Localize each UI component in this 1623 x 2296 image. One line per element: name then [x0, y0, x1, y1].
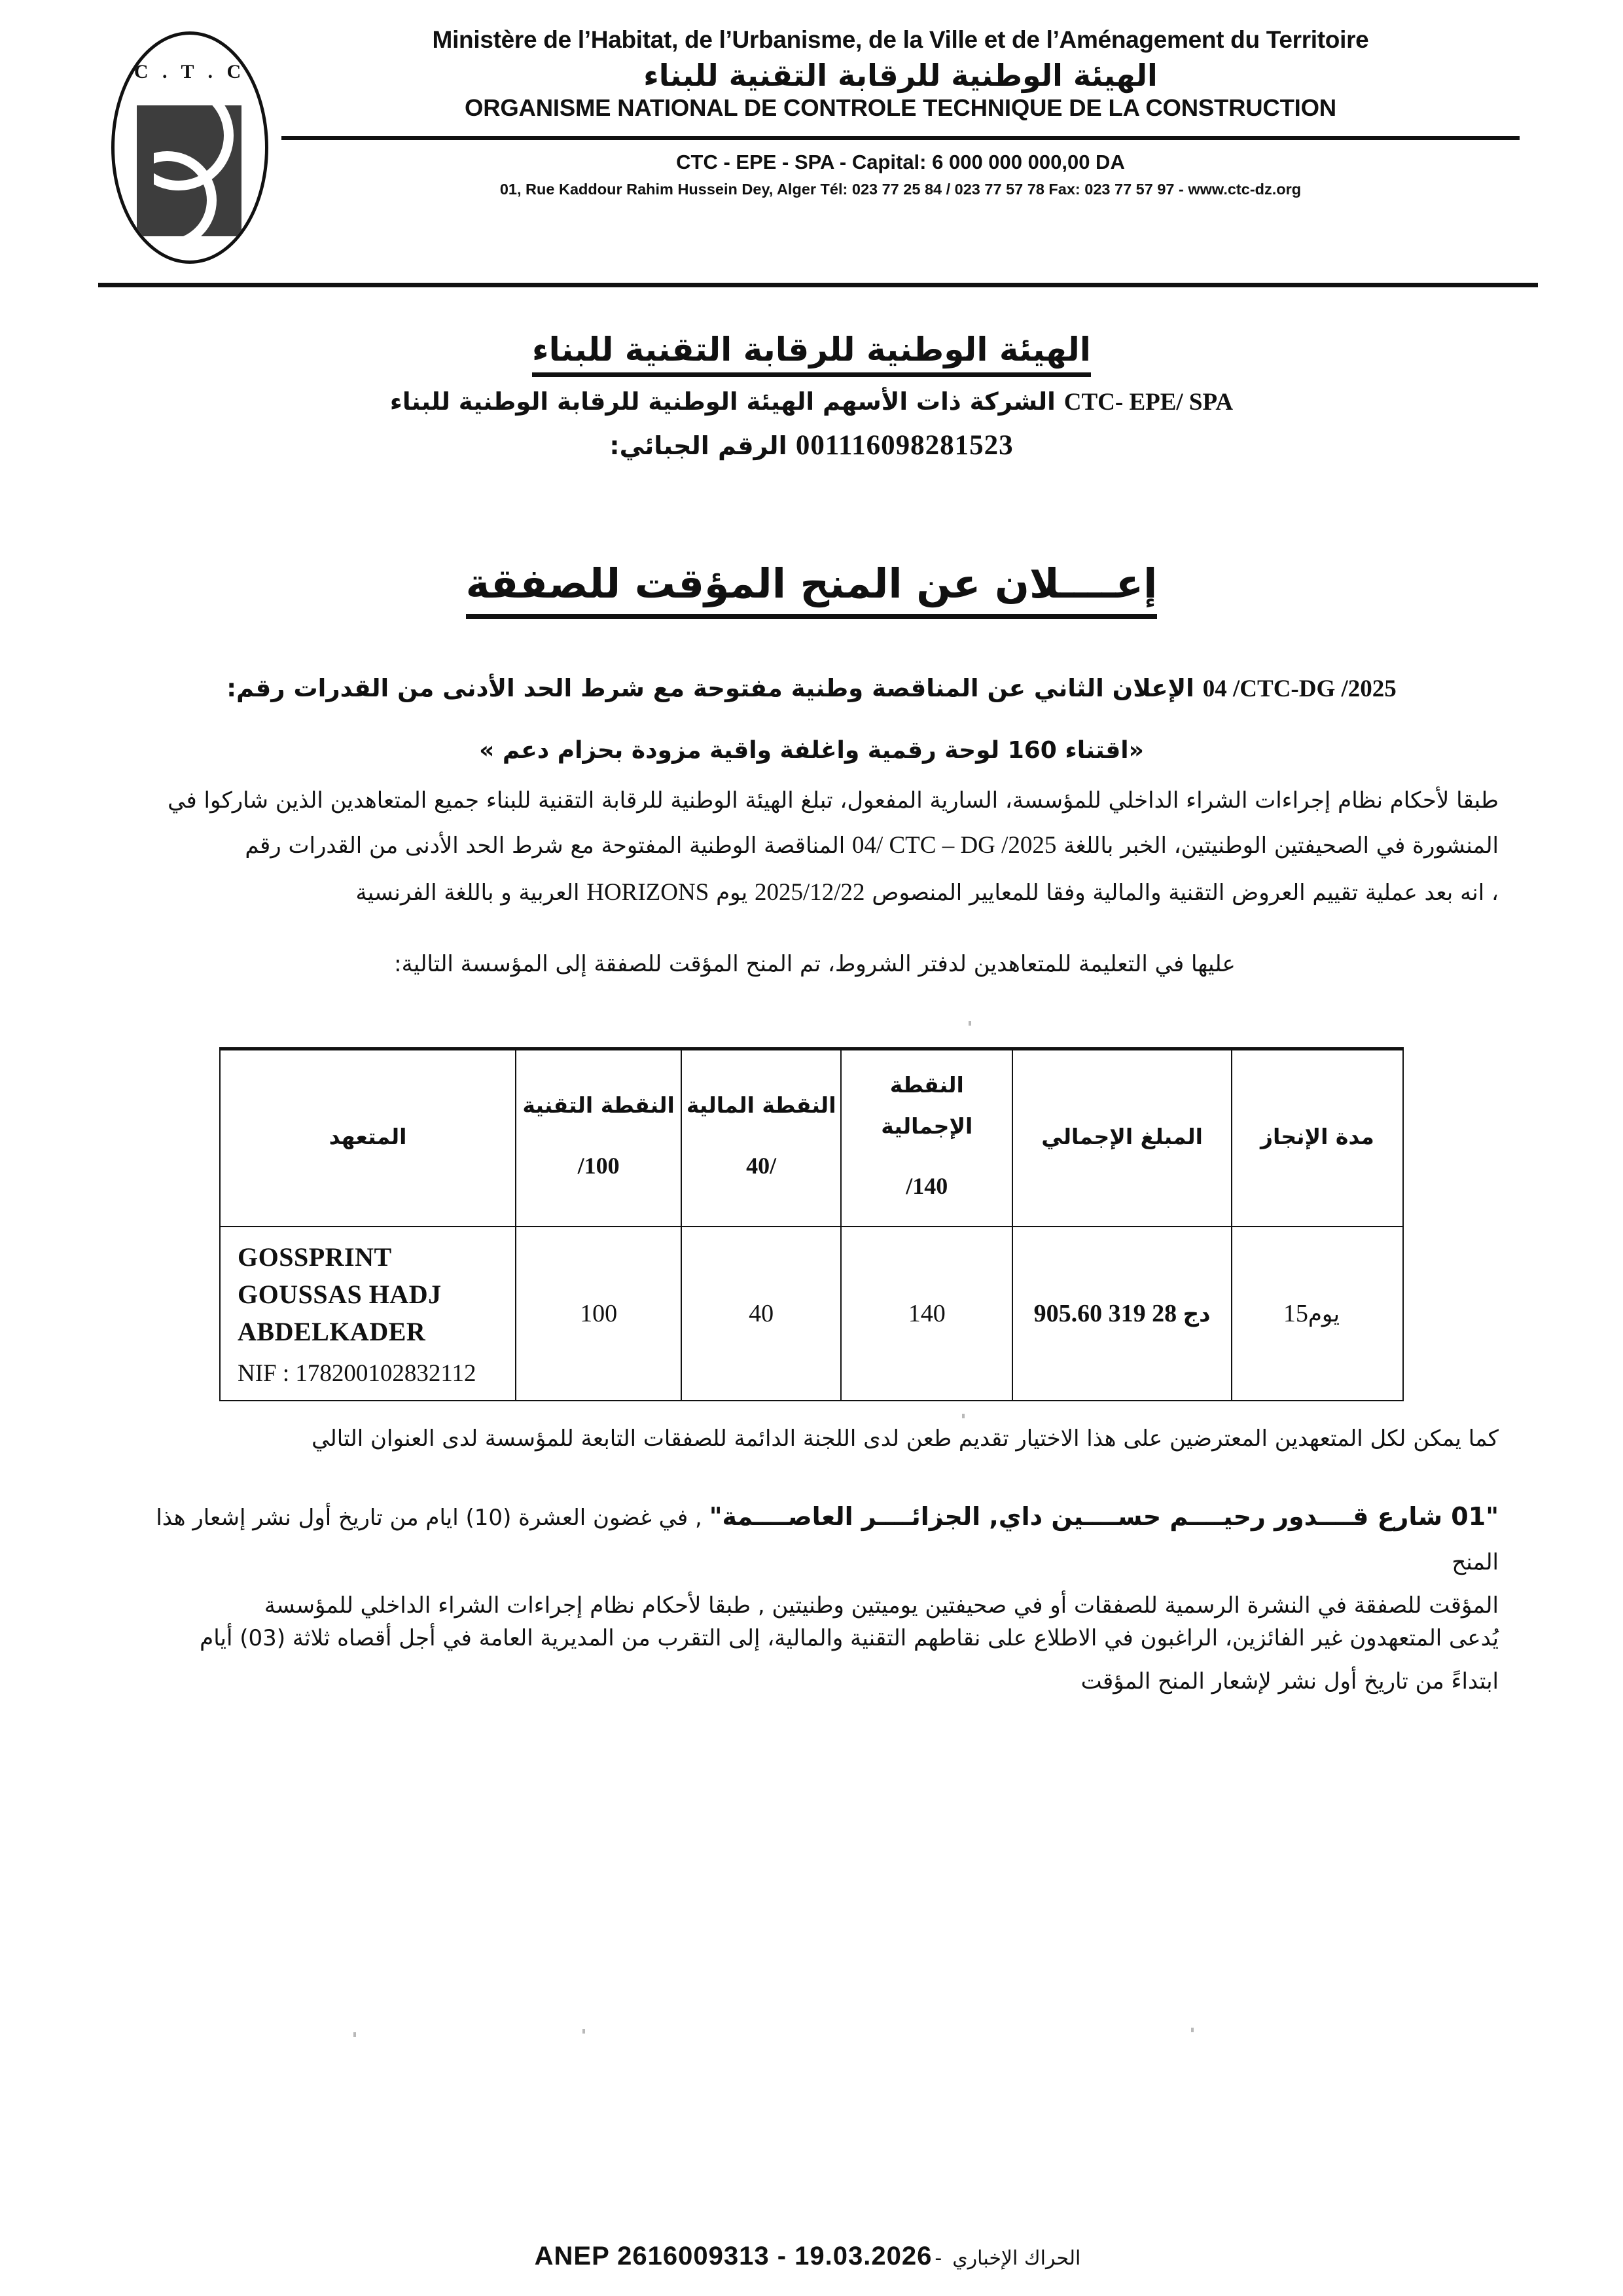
col-header-technical-score-label: النقطة التقنية — [522, 1092, 675, 1119]
footer-source: الحراك الإخباري — [952, 2247, 1081, 2270]
scan-speckle — [582, 2029, 585, 2034]
unsuccessful-bidders-paragraph — [131, 1617, 1499, 1704]
col-header-total-score-max: /140 — [906, 1173, 948, 1200]
intro-line-3-post: ، انه بعد عملية تقييم العروض التقنية والمالية وفقا للمعايير المنصوص — [872, 880, 1499, 906]
tender-object: «اقتناء 160 لوحة رقمية واغلفة واقية مزودة بحزام دعم » — [479, 737, 1144, 764]
company-address-line: 01, Rue Kaddour Rahim Hussein Dey, Alger Tél: 023 77 25 84 / 023 77 57 78 Fax: 023 77 57 97 - www.ctc-dz.org — [499, 181, 1302, 198]
organisation-title-ar: الهيئة الوطنية للرقابة التقنية للبناء — [532, 331, 1091, 377]
cell-amount-value: 28 319 905.60 — [1033, 1299, 1177, 1327]
company-capital-line: CTC - EPE - SPA - Capital: 6 000 000 000,00 DA — [676, 151, 1125, 173]
logo-bar — [137, 105, 154, 236]
col-header-duration: مدة الإنجاز — [1232, 1049, 1403, 1227]
logo-arcs-icon — [137, 105, 241, 236]
appeal-address-paragraph — [131, 1492, 1499, 1628]
appeal-address-rest: , في غضون العشرة (10) ايام من تاريخ أول نشر إشعار هذا المنح — [156, 1505, 1499, 1576]
appeal-address-line-1 — [131, 1492, 1499, 1584]
fiscal-number-value: 001116098281523 — [795, 430, 1014, 461]
logo-initials: C . T . C — [134, 61, 246, 82]
bidder-name-line-3: ABDELKADER — [238, 1316, 426, 1346]
organisation-subtitle-ar: الشركة ذات الأسهم الهيئة الوطنية للرقابة الوطنية للبناء — [389, 387, 1056, 416]
table-header-row — [220, 1049, 1403, 1227]
award-table — [219, 1047, 1404, 1401]
intro-line-2-post: المنشورة في الصحيفتين الوطنيتين، الخبر باللغة — [1063, 833, 1499, 859]
col-header-total-score — [841, 1049, 1012, 1227]
table-row — [220, 1227, 1403, 1401]
cell-duration-unit: يوم — [1308, 1300, 1340, 1327]
intro-line-1: طبقا لأحكام نظام إجراءات الشراء الداخلي للمؤسسة، السارية المفعول، تبلغ الهيئة الوطنية للرقابة التقنية للبناء جميع المتعاهدين الذين شاركوا في — [168, 787, 1499, 814]
intro-day-label: يوم — [716, 880, 748, 906]
bidder-name-line-2: GOUSSAS HADJ — [238, 1279, 442, 1309]
ctc-logo — [98, 26, 281, 264]
intro-line-2-pre: المناقصة الوطنية المفتوحة مع شرط الحد الأدنى من القدرات رقم — [245, 833, 846, 859]
page-footer — [0, 2242, 1623, 2271]
col-header-technical-score-max: /100 — [577, 1153, 620, 1179]
organisation-name-fr: ORGANISME NATIONAL DE CONTROLE TECHNIQUE DE LA CONSTRUCTION — [465, 94, 1336, 121]
page-title-text: إعــــلان عن المنح المؤقت للصفقة — [466, 560, 1158, 619]
bidder-nif: NIF : 178200102832112 — [238, 1360, 476, 1388]
publication-date: 2025/12/22 — [755, 879, 865, 906]
scan-speckle — [962, 1414, 965, 1418]
col-header-technical-score — [516, 1049, 681, 1227]
intro-line-2 — [131, 822, 1499, 869]
intro-line-3-pre: العربية و باللغة الفرنسية — [355, 880, 580, 906]
fiscal-number-label: الرقم الجبائي: — [609, 431, 787, 460]
footer-separator: - — [935, 2247, 942, 2270]
letterhead — [98, 26, 1538, 264]
intro-paragraph — [131, 779, 1499, 917]
letterhead-divider — [281, 136, 1520, 140]
scan-speckle — [1191, 2028, 1194, 2032]
col-header-financial-score — [681, 1049, 841, 1227]
logo-oval — [111, 31, 268, 264]
cell-amount — [1012, 1227, 1231, 1401]
cell-amount-currency: دج — [1183, 1300, 1211, 1327]
intro-line-3 — [131, 869, 1499, 916]
appeal-paragraph: كما يمكن لكل المتعهدين المعترضين على هذا الاختيار تقديم طعن لدى اللجنة الدائمة للصفقات التابعة للمؤسسة لدى العنوان التالي — [312, 1426, 1499, 1452]
scan-speckle — [969, 1021, 971, 1026]
cell-bidder — [220, 1227, 516, 1401]
award-table-wrapper — [219, 1047, 1404, 1401]
col-header-amount: المبلغ الإجمالي — [1012, 1049, 1231, 1227]
scan-speckle — [353, 2032, 356, 2037]
tender-subtitle-text: الإعلان الثاني عن المناقصة وطنية مفتوحة مع شرط الحد الأدنى من القدرات رقم: — [226, 674, 1194, 702]
cell-duration-value: 15 — [1283, 1299, 1308, 1327]
col-header-total-score-label: النقطة الإجمالية — [881, 1072, 973, 1139]
newspaper-name: HORIZONS — [586, 879, 709, 906]
col-header-bidder: المتعهد — [220, 1049, 516, 1227]
unsuccessful-line-2: ابتداءً من تاريخ أول نشر لإشعار المنح المؤقت — [1080, 1668, 1499, 1695]
cell-technical-score: 100 — [516, 1227, 681, 1401]
organisation-legal-form: CTC- EPE/ SPA — [1063, 389, 1234, 416]
award-lead-paragraph: عليها في التعليمة للمتعاهدين لدفتر الشروط، تم المنح المؤقت للصفقة إلى المؤسسة التالية: — [394, 951, 1236, 977]
page-title — [0, 560, 1623, 619]
cell-duration — [1232, 1227, 1403, 1401]
col-header-financial-score-label: النقطة المالية — [686, 1092, 836, 1119]
tender-subtitle — [0, 674, 1623, 703]
organisation-subtitle — [0, 387, 1623, 416]
tender-number: 04 /CTC-DG /2025 — [1202, 675, 1397, 702]
cell-total-score: 140 — [841, 1227, 1012, 1401]
organisation-name-ar: الهيئة الوطنية للرقابة التقنية للبناء — [643, 58, 1158, 93]
intro-tender-number: 04/ CTC – DG /2025 — [851, 832, 1057, 859]
organisation-block — [0, 331, 1623, 461]
bidder-name-line-1: GOSSPRINT — [238, 1242, 392, 1272]
footer-anep-reference: ANEP 2616009313 - 19.03.2026 — [534, 2242, 933, 2270]
appeal-address-line-2: المؤقت للصفقة في النشرة الرسمية للصفقات أو في صحيفتين يوميتين وطنيتين , طبقا لأحكام نظام إجراءات الشراء الداخلي للمؤسسة — [264, 1592, 1499, 1619]
col-header-financial-score-max: 40/ — [746, 1153, 777, 1179]
ministry-name-fr: Ministère de l’Habitat, de l’Urbanisme, de la Ville et de l’Aménagement du Territoire — [432, 26, 1369, 53]
unsuccessful-line-1: يُدعى المتعهدون غير الفائزين، الراغبون في الاطلاع على نقاطهم التقنية والمالية، إلى التقرب من المديرية العامة في أجل أقصاه ثلاثة (03) أيام — [200, 1625, 1499, 1651]
appeal-address-bold: "01 شارع قــــدور رحيــــم حســــين داي, الجزائــــر العاصــــمة" — [709, 1502, 1499, 1531]
fiscal-number-row — [0, 429, 1623, 461]
letterhead-bottom-divider — [98, 283, 1538, 287]
cell-financial-score: 40 — [681, 1227, 841, 1401]
letterhead-text — [281, 26, 1538, 198]
